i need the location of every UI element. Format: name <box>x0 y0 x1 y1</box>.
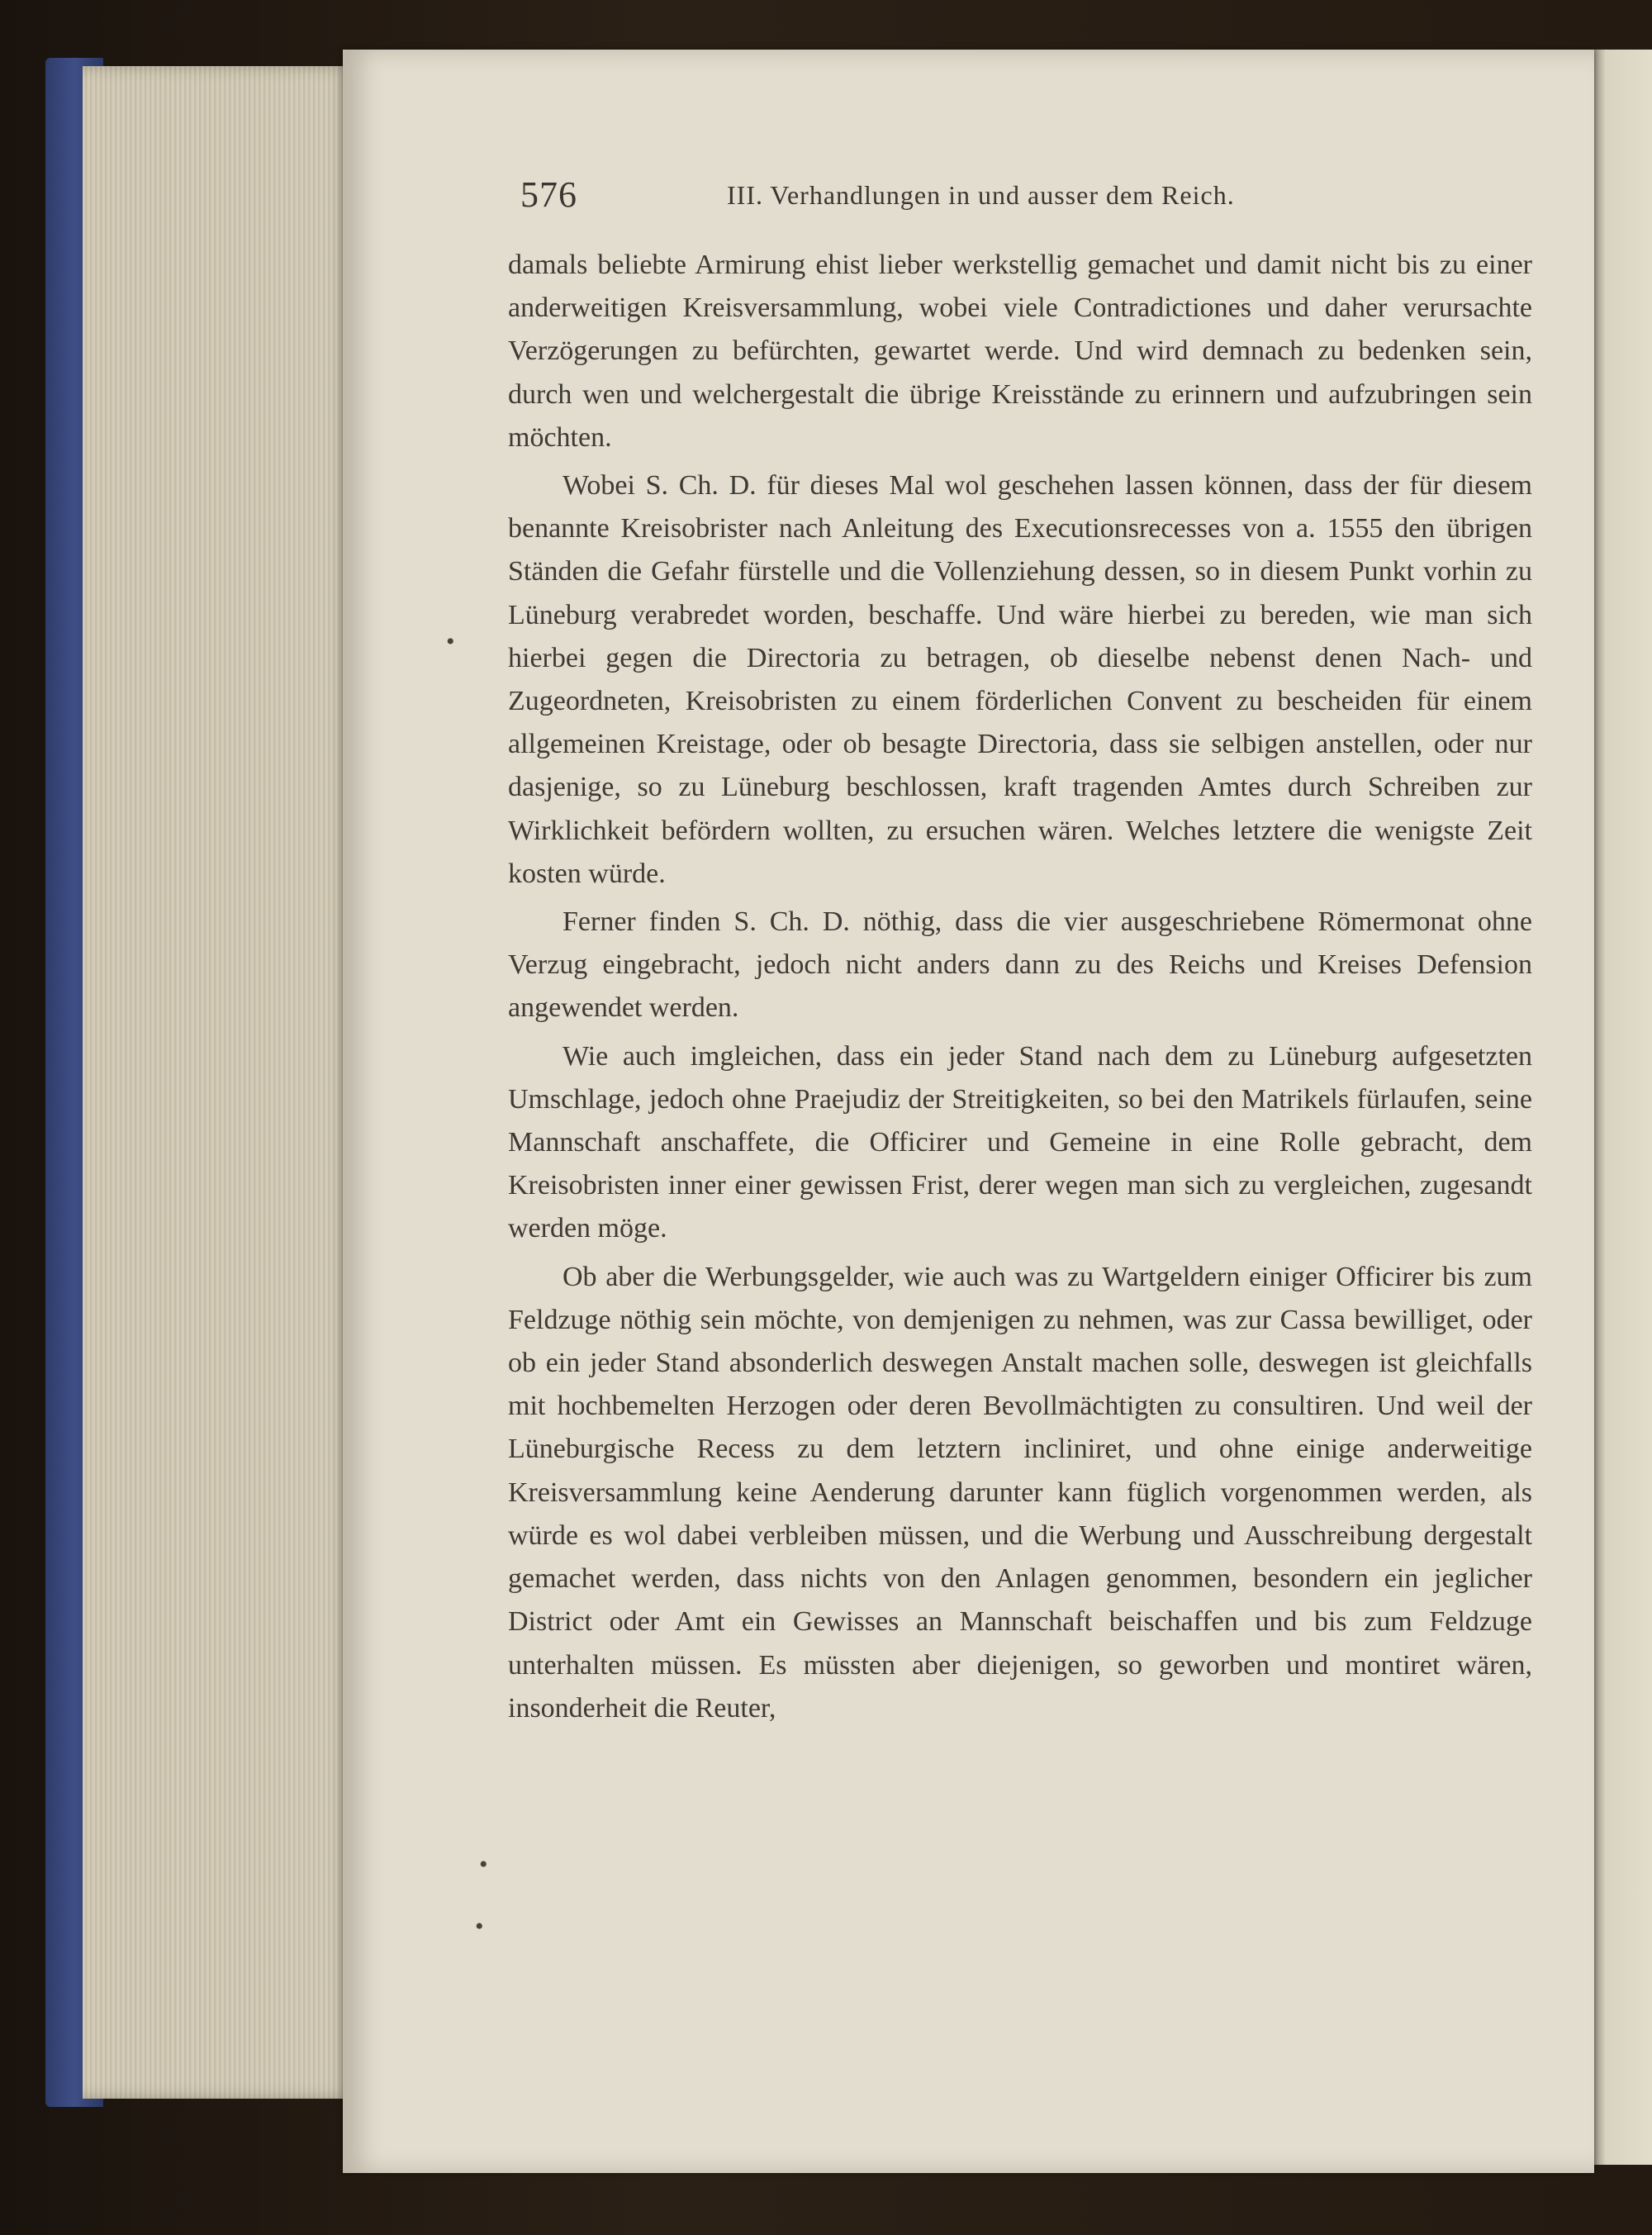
paragraph: Wie auch imgleichen, dass ein jeder Stand nach dem zu Lüneburg aufgesetzten Umschlage, jedoch ohne Praejudiz der Streitigkeiten, so bei den Matrikels fürlaufen, seine Mannschaft anschaffete, die Officirer und Gemeine in eine Rolle gebracht, dem Kreisobristen inner einer gewissen Frist, derer wegen man sich zu vergleichen, zugesandt werden möge. <box>508 1040 1532 1244</box>
margin-mark: • <box>479 1851 488 1878</box>
paragraph: damals beliebte Armirung ehist lieber werkstellig gemachet und damit nicht bis zu einer anderweitigen Kreisversammlung, wobei viele Contradictiones und daher verursachte Verzögerungen zu befürchten, gewartet werde. Und wird demnach zu bedenken sein, durch wen und welchergestalt die übrige Kreisstände zu erinnern und aufzubringen sein möchten. <box>508 250 1532 453</box>
book-page <box>343 50 1594 2173</box>
body-text <box>508 244 1532 1730</box>
margin-mark: • <box>475 1913 484 1940</box>
facing-page-edge <box>1586 50 1652 2165</box>
margin-mark: • <box>446 628 455 655</box>
page-header <box>520 174 1512 223</box>
paragraph: Wobei S. Ch. D. für dieses Mal wol geschehen lassen können, dass der für diesem benannte Kreisobrister nach Anleitung des Executionsrecesses von a. 1555 den übrigen Ständen die Gefahr fürstelle und die Vollenziehung dessen, so in diesem Punkt vorhin zu Lüneburg verabredet worden, beschaffe. Und wäre hierbei zu bereden, wie man sich hierbei gegen die Directoria zu betragen, ob dieselbe nebenst denen Nach- und Zugeordneten, Kreisobristen zu einem förderlichen Convent zu bescheiden für einem allgemeinen Kreistage, oder ob besagte Directoria, dass sie selbigen anstellen, oder nur dasjenige, so zu Lüneburg beschlossen, kraft tragenden Amtes durch Schreiben zur Wirklichkeit befördern wollten, zu ersuchen wären. Welches letztere die wenigste Zeit kosten würde. <box>508 470 1532 889</box>
book-page-edges <box>83 66 355 2099</box>
page-number: 576 <box>520 174 577 215</box>
running-title: III. Verhandlungen in und ausser dem Reich. <box>727 180 1235 210</box>
paragraph: Ferner finden S. Ch. D. nöthig, dass die vier ausgeschriebene Römermonat ohne Verzug eingebracht, jedoch nicht anders dann zu des Reichs und Kreises Defension angewendet werden. <box>508 906 1532 1024</box>
paragraph: Ob aber die Werbungsgelder, wie auch was zu Wartgeldern einiger Officirer bis zum Feldzuge nöthig sein möchte, von demjenigen zu nehmen, was zur Cassa bewilliget, oder ob ein jeder Stand absonderlich deswegen Anstalt machen solle, deswegen ist gleichfalls mit hochbemelten Herzogen oder deren Bevollmächtigten zu consultiren. Und weil der Lüneburgische Recess zu dem letztern incliniret, und ohne einige anderweitige Kreisversammlung keine Aenderung darunter kann füglich vorgenommen werden, als würde es wol dabei verbleiben müssen, und die Werbung und Ausschreibung dergestalt gemachet werden, dass nichts von den Anlagen genommen, besondern ein jeglicher District oder Amt ein Gewisses an Mannschaft beischaffen und bis zum Feldzuge unterhalten müssen. Es müssten aber diejenigen, so geworben und montiret wären, insonderheit die Reuter, <box>508 1261 1532 1724</box>
